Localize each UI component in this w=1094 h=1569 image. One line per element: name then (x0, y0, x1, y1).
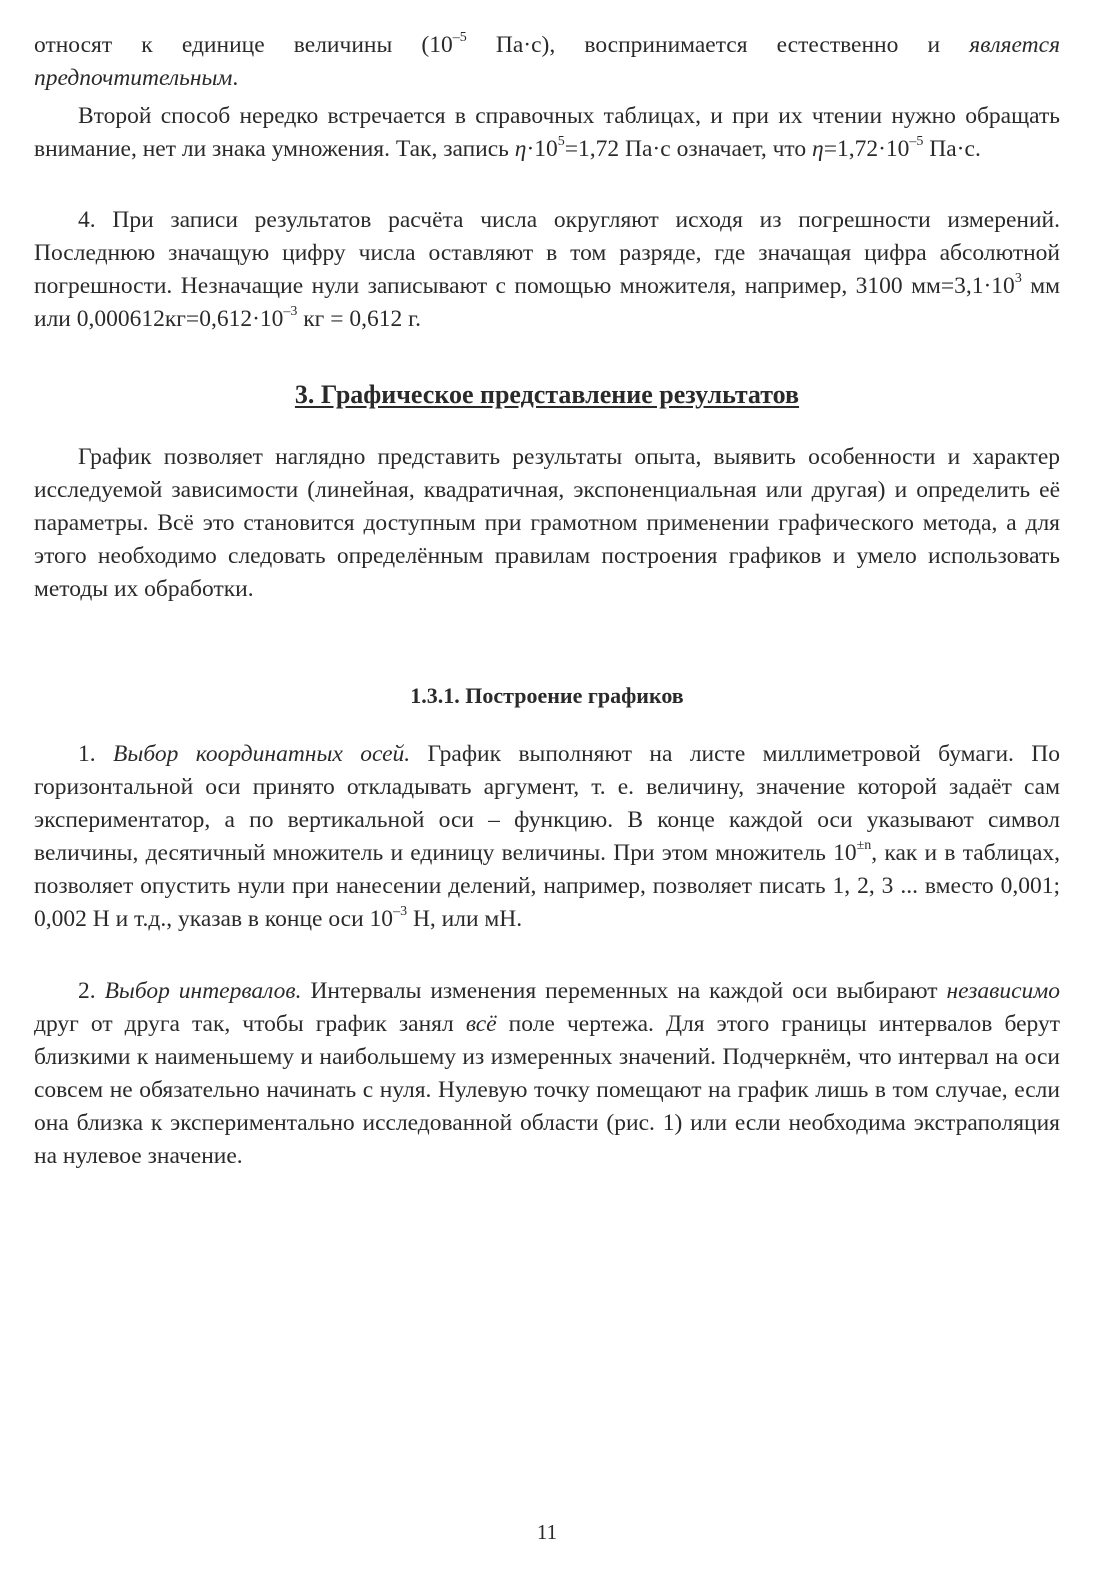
superscript: ±n (856, 838, 872, 854)
text-span: Второй способ нередко встречается в справочных таблицах, и при их чтении нужно обращать внимание, нет ли знака умножения. Так, запись (34, 103, 1060, 162)
text-span: Интервалы изменения переменных на каждой оси выбирают (301, 978, 947, 1004)
text-span: мм или 0,000612кг=0,612·10 (34, 273, 1060, 332)
text-span: кг = 0,612 г. (297, 306, 421, 332)
italic-text: Выбор интервалов. (104, 978, 302, 1004)
text-span: друг от друга так, чтобы график занял (34, 1011, 466, 1037)
text-span: График выполняют на листе миллиметровой бумаги. По горизонтальной оси принято откладывать аргумент, т. е. величину, значение которой задаёт сам экспериментатор, а по вертикальной оси – функцию. В конце каждой оси указывают символ величины, десятичный множитель и единицу величины. При этом множитель 10 (34, 741, 1061, 866)
text-span: Па·с. (923, 136, 981, 162)
list-number: 1. (78, 741, 114, 767)
paragraph-graph-intro (34, 441, 1060, 606)
italic-text: является предпочтительным (34, 32, 1061, 91)
superscript: 5 (557, 134, 565, 150)
superscript: –5 (909, 134, 924, 150)
paragraph-intervals-choice (34, 975, 1060, 1173)
section-heading-text: 3. Графическое представление результатов (294, 380, 800, 409)
text-span: . (232, 65, 239, 91)
text-span: =1,72 Па·с означает, что (564, 136, 813, 162)
eta-symbol: η (812, 136, 824, 162)
section-heading (0, 378, 1094, 412)
eta-symbol: η (514, 136, 527, 162)
page-number: 11 (536, 1520, 558, 1544)
italic-text: независимо (946, 978, 1061, 1004)
text-span: , как и в таблицах, позволяет опустить нули при нанесении делений, например, позволяет писать 1, 2, 3 ... вместо 0,001; 0,002 Н и т.д., указав в конце оси 10 (34, 840, 1061, 932)
superscript: –3 (283, 304, 298, 320)
paragraph-rounding (34, 204, 1060, 336)
paragraph-continuation (34, 29, 1060, 95)
superscript: 3 (1014, 271, 1022, 287)
text-span: Па·с), воспринимается естественно и (466, 32, 970, 58)
italic-text: Выбор координатных осей. (113, 741, 411, 767)
paragraph-second-method (34, 100, 1060, 166)
text-span: График позволяет наглядно представить результаты опыта, выявить особенности и характер исследуемой зависимости (линейная, квадратичная, экспоненциальная или другая) и определить её параметры. Всё это становится доступным при грамотном применении графического метода, а для этого необходимо следовать определённым правилам построения графиков и умело использовать методы их обработки. (34, 444, 1060, 602)
superscript: –3 (393, 904, 408, 920)
text-span: относят к единице величины (10 (34, 32, 453, 58)
list-number: 2. (78, 978, 105, 1004)
text-span: Н, или мН. (407, 906, 523, 932)
superscript: –5 (452, 30, 467, 46)
text-span: ·10 (526, 136, 558, 162)
text-span: 4. При записи результатов расчёта числа округляют исходя из погрешности измерений. Последнюю значащую цифру числа оставляют в том разряде, где значащая цифра абсолютной погрешности. Незначащие нули записывают с помощью множителя, например, 3100 мм=3,1·10 (34, 207, 1060, 299)
italic-text: всё (465, 1011, 497, 1037)
text-span: =1,72·10 (823, 136, 910, 162)
text-span: поле чертежа. Для этого границы интервалов берут близкими к наименьшему и наибольшему из измеренных значений. Подчеркнём, что интервал на оси совсем не обязательно начинать с нуля. Нулевую точку помещают на график лишь в том случае, если она близка к экспериментально исследованной области (рис. 1) или если необходима экстраполяция на нулевое значение. (34, 1011, 1060, 1169)
paragraph-axes-choice (34, 738, 1060, 936)
subsection-heading: 1.3.1. Построение графиков (410, 683, 684, 708)
